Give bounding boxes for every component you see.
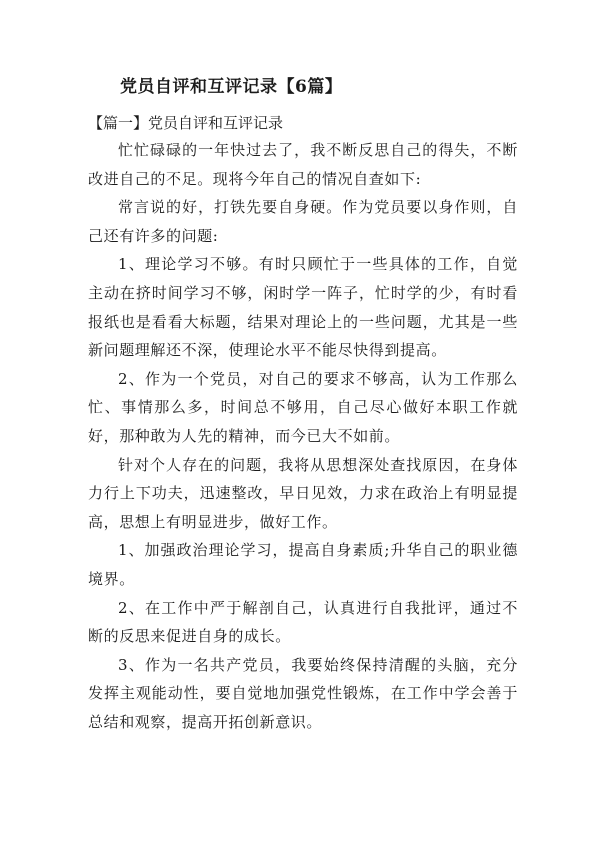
document-body [88, 136, 518, 736]
paragraph: 3、作为一名共产党员，我要始终保持清醒的头脑，充分发挥主观能动性，要自觉地加强党性锻炼，在工作中学会善于总结和观察，提高开拓创新意识。 [88, 655, 518, 731]
paragraph: 2、作为一个党员，对自己的要求不够高，认为工作那么忙、事情那么多，时间总不够用，自己尽心做好本职工作就好，那种敢为人先的精神，而今已大不如前。 [88, 369, 518, 445]
paragraph: 2、在工作中严于解剖自己，认真进行自我批评，通过不断的反思来促进自身的成长。 [88, 598, 518, 646]
section-heading: 【篇一】党员自评和互评记录 [88, 114, 284, 132]
paragraph: 1、理论学习不够。有时只顾忙于一些具体的工作，自觉主动在挤时间学习不够，闲时学一阵子，忙时学的少，有时看报纸也是看看大标题，结果对理论上的一些问题，尤其是一些新问题理解还不深，使理论水平不能尽快得到提高。 [88, 255, 518, 360]
paragraph: 1、加强政治理论学习，提高自身素质;升华自己的职业德境界。 [88, 541, 518, 588]
document-title: 党员自评和互评记录【6篇】 [120, 77, 343, 97]
paragraph: 忙忙碌碌的一年快过去了，我不断反思自己的得失，不断改进自己的不足。现将今年自己的情况自查如下: [88, 141, 518, 188]
paragraph: 针对个人存在的问题，我将从思想深处查找原因，在身体力行上下功夫，迅速整改，早日见效，力求在政治上有明显提高，思想上有明显进步，做好工作。 [88, 455, 518, 531]
paragraph: 常言说的好，打铁先要自身硬。作为党员要以身作则，自己还有许多的问题: [88, 198, 518, 245]
